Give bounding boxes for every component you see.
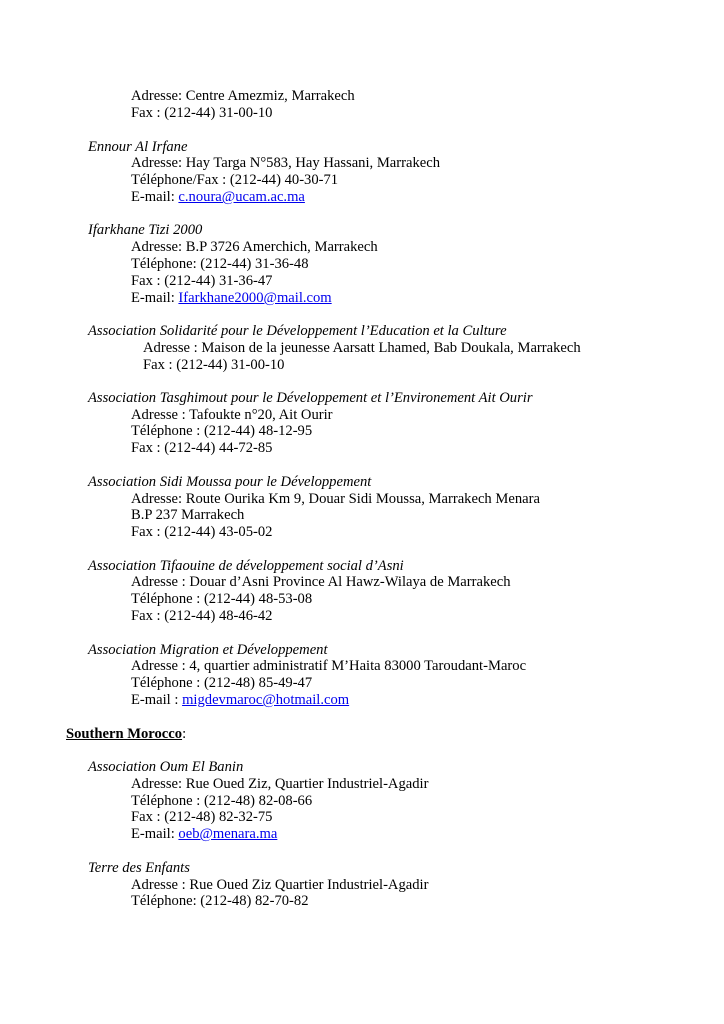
- entry-1-email-line: [131, 189, 305, 206]
- entry-5-name: Association Sidi Moussa pour le Développement: [88, 474, 372, 490]
- entry-4-phone: Téléphone : (212-44) 48-12-95: [131, 423, 313, 439]
- entry-7-name: Association Migration et Développement: [88, 642, 328, 658]
- email-label: E-mail:: [131, 826, 179, 842]
- entry-7-email-line: [131, 692, 349, 709]
- entry-2-email-line: [131, 290, 332, 307]
- section-title: Southern Morocco: [66, 726, 183, 742]
- entry-6-address: Adresse : Douar d’Asni Province Al Hawz-Wilaya de Marrakech: [131, 574, 511, 590]
- email-label: E-mail:: [131, 189, 179, 205]
- southern-entry-1-phone: Téléphone: (212-48) 82-70-82: [131, 893, 309, 909]
- entry-0-address: Adresse: Centre Amezmiz, Marrakech: [131, 88, 355, 104]
- southern-entry-0-phone: Téléphone : (212-48) 82-08-66: [131, 793, 313, 809]
- entry-3-address: Adresse : Maison de la jeunesse Aarsatt Lhamed, Bab Doukala, Marrakech: [143, 340, 581, 356]
- email-link[interactable]: migdevmaroc@hotmail.com: [182, 692, 350, 708]
- entry-6-name: Association Tifaouine de développement social d’Asni: [88, 558, 404, 574]
- entry-2-address: Adresse: B.P 3726 Amerchich, Marrakech: [131, 239, 378, 255]
- entry-3-name: Association Solidarité pour le Développement l’Education et la Culture: [88, 323, 507, 339]
- southern-entry-0-name: Association Oum El Banin: [88, 759, 244, 775]
- entry-2-phone: Téléphone: (212-44) 31-36-48: [131, 256, 309, 272]
- entry-7-address: Adresse : 4, quartier administratif M’Haita 83000 Taroudant-Maroc: [131, 658, 527, 674]
- email-link[interactable]: Ifarkhane2000@mail.com: [178, 290, 332, 306]
- entry-0-fax: Fax : (212-44) 31-00-10: [131, 105, 273, 121]
- entry-6-fax: Fax : (212-44) 48-46-42: [131, 608, 273, 624]
- southern-entry-0-fax: Fax : (212-48) 82-32-75: [131, 809, 273, 825]
- entry-1-name: Ennour Al Irfane: [88, 139, 188, 155]
- entry-4-name: Association Tasghimout pour le Développement et l’Environement Ait Ourir: [88, 390, 533, 406]
- entry-2-fax: Fax : (212-44) 31-36-47: [131, 273, 273, 289]
- southern-entry-0-address: Adresse: Rue Oued Ziz, Quartier Industriel-Agadir: [131, 776, 429, 792]
- southern-entry-1-name: Terre des Enfants: [88, 860, 190, 876]
- entry-5-po-box: B.P 237 Marrakech: [131, 507, 245, 523]
- email-label: E-mail:: [131, 290, 179, 306]
- section-heading: [66, 726, 186, 743]
- entry-6-phone: Téléphone : (212-44) 48-53-08: [131, 591, 313, 607]
- entry-1-phone-fax: Téléphone/Fax : (212-44) 40-30-71: [131, 172, 339, 188]
- entry-4-address: Adresse : Tafoukte n°20, Ait Ourir: [131, 407, 333, 423]
- email-link[interactable]: oeb@menara.ma: [178, 826, 278, 842]
- entry-3-fax: Fax : (212-44) 31-00-10: [143, 357, 285, 373]
- entry-5-fax: Fax : (212-44) 43-05-02: [131, 524, 273, 540]
- southern-entry-0-email-line: [131, 826, 277, 843]
- entry-5-address: Adresse: Route Ourika Km 9, Douar Sidi Moussa, Marrakech Menara: [131, 491, 540, 507]
- entry-7-phone: Téléphone : (212-48) 85-49-47: [131, 675, 313, 691]
- email-link[interactable]: c.noura@ucam.ac.ma: [178, 189, 305, 205]
- entry-2-name: Ifarkhane Tizi 2000: [88, 222, 203, 238]
- entry-1-address: Adresse: Hay Targa N°583, Hay Hassani, Marrakech: [131, 155, 441, 171]
- entry-4-fax: Fax : (212-44) 44-72-85: [131, 440, 273, 456]
- section-colon: :: [182, 726, 187, 742]
- email-label: E-mail :: [131, 692, 183, 708]
- southern-entry-1-address: Adresse : Rue Oued Ziz Quartier Industriel-Agadir: [131, 877, 429, 893]
